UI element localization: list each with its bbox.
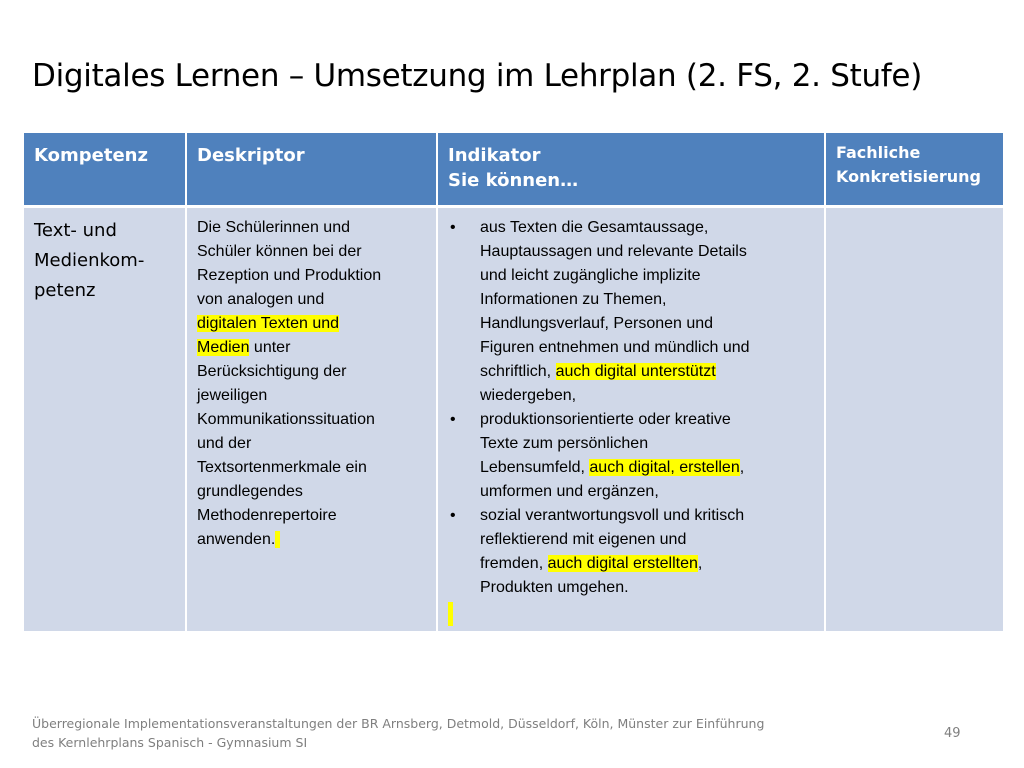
indicator-highlight: auch digital, erstellen — [589, 458, 740, 476]
indicator-text-start: produktionsorientierte oder kreative Texte zum persönlichen Lebensumfeld, — [480, 410, 731, 476]
cell-deskriptor — [186, 206, 437, 631]
slide-title: Digitales Lernen – Umsetzung im Lehrplan (2. FS, 2. Stufe) — [32, 58, 922, 94]
indicator-text-start: sozial verantwortungsvoll und kritisch reflektierend mit eigenen und fremden, — [480, 506, 745, 572]
deskriptor-text-end: unter Berücksichtigung der jeweiligen Kommunikationssituation und der Textsortenmerkmale ein grundlegendes Methodenrepertoire anwenden. — [197, 338, 375, 548]
indicator-text-end: wiedergeben, — [480, 386, 577, 404]
table-row — [24, 206, 1003, 631]
indicator-text-end: , umformen und ergänzen, — [480, 458, 745, 500]
highlight-cursor-mark — [448, 602, 453, 626]
header-indikator — [437, 133, 825, 206]
list-item — [448, 408, 814, 504]
indicator-text-end: , Produkten umgehen. — [480, 554, 703, 596]
deskriptor-text-start: Die Schülerinnen und Schüler können bei der Rezeption und Produktion von analogen und — [197, 218, 382, 308]
header-deskriptor-label: Deskriptor — [197, 145, 305, 166]
cell-indikator — [437, 206, 825, 631]
indicator-text — [480, 507, 744, 596]
deskriptor-text — [197, 216, 426, 552]
cell-kompetenz — [24, 206, 186, 631]
deskriptor-highlight: digitalen Texten und Medien — [197, 314, 340, 356]
kompetenz-text: Text- und Medienkom- petenz — [34, 219, 145, 301]
list-item — [448, 216, 814, 408]
indicator-highlight: auch digital unterstützt — [555, 362, 716, 380]
indicator-text-start: aus Texten die Gesamtaussage, Hauptaussagen und relevante Details und leicht zugängliche implizite Informationen zu Themen, Handlungsverlauf, Personen und Figuren entnehmen und mündlich und schriftlich, — [480, 218, 750, 380]
cell-fachliche-konkretisierung — [825, 206, 1003, 631]
deskriptor-highlight-mark — [275, 531, 279, 548]
page-number: 49 — [944, 726, 961, 741]
indicator-text — [480, 219, 750, 404]
indicator-highlight: auch digital erstellten — [547, 554, 698, 572]
table-header-row — [24, 133, 1003, 206]
header-kompetenz-label: Kompetenz — [34, 145, 148, 166]
footer-text: Überregionale Implementationsveranstaltungen der BR Arnsberg, Detmold, Düsseldorf, Köln, Münster zur Einführung des Kernlehrplans Spanisch - Gymnasium SI — [32, 716, 765, 750]
indicator-list — [448, 216, 814, 600]
header-indikator-label: Indikator — [448, 145, 541, 166]
list-item — [448, 504, 814, 600]
indicator-text — [480, 411, 744, 500]
header-kompetenz — [24, 133, 186, 206]
header-indikator-sublabel: Sie können… — [448, 170, 579, 191]
header-fachliche-konkretisierung — [825, 133, 1003, 206]
header-fachliche-konkretisierung-label: Fachliche Konkretisierung — [836, 143, 981, 186]
header-deskriptor — [186, 133, 437, 206]
curriculum-table — [24, 133, 1003, 631]
